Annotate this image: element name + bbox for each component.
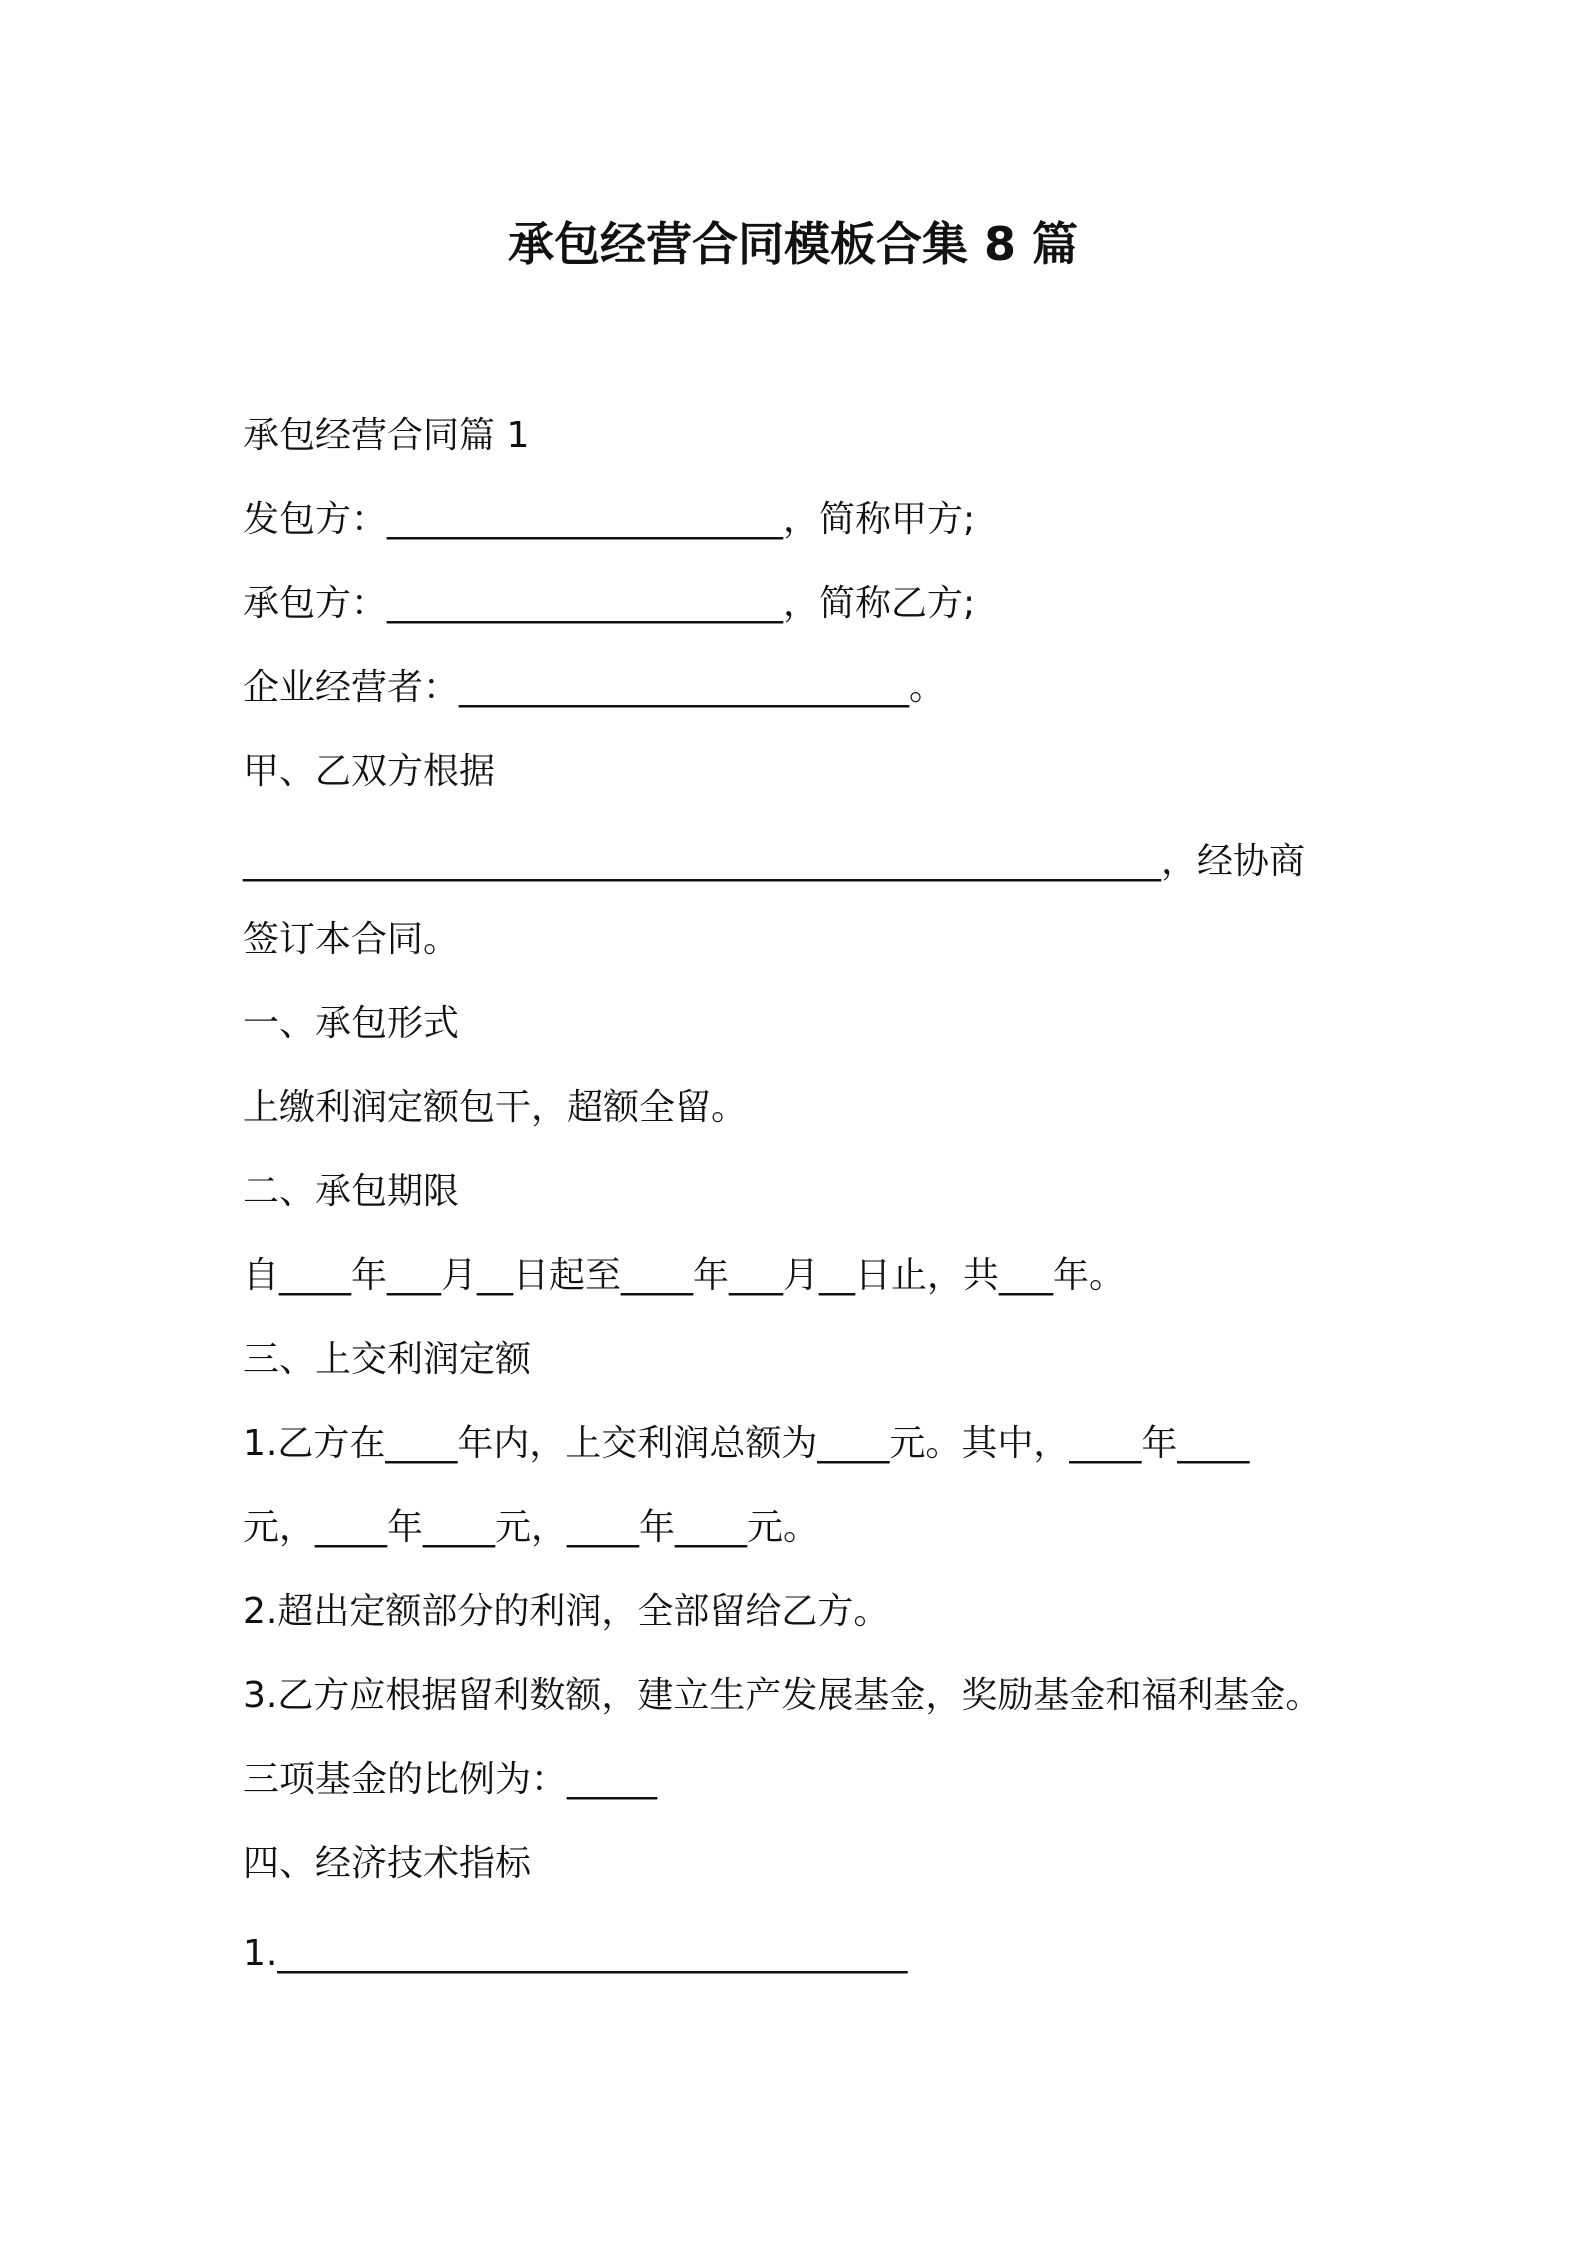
paragraph-line: 甲、乙双方根据 [243,751,496,792]
paragraph-line: 2.超出定额部分的利润，全部留给乙方。 [243,1591,890,1632]
clause-heading: 一、承包形式 [243,1003,460,1044]
section-heading-1: 承包经营合同篇 1 [243,415,530,456]
paragraph-line: 元，____年____元，____年____元。 [243,1507,820,1548]
contracting-party-line: 承包方：______________________，简称乙方; [243,583,976,624]
enterprise-operator-line: 企业经营者：_________________________。 [243,667,946,708]
paragraph-line: 三项基金的比例为：_____ [243,1759,658,1800]
paragraph-line: 签订本合同。 [243,919,460,960]
paragraph-line: ___________________________________________________，经协商 [243,841,1305,882]
clause-heading: 四、经济技术指标 [243,1843,532,1884]
document-title: 承包经营合同模板合集 8 篇 [507,217,1079,271]
paragraph-line: 自____年___月__日起至____年___月__日止，共___年。 [243,1255,1126,1296]
paragraph-line: 1.___________________________________ [243,1933,908,1974]
clause-heading: 三、上交利润定额 [243,1339,532,1380]
paragraph-line: 上缴利润定额包干，超额全留。 [243,1087,748,1128]
paragraph-line: 3.乙方应根据留利数额，建立生产发展基金，奖励基金和福利基金。 [243,1675,1322,1716]
contractor-party-line: 发包方：______________________，简称甲方; [243,499,976,540]
clause-heading: 二、承包期限 [243,1171,460,1212]
paragraph-line: 1.乙方在____年内，上交利润总额为____元。其中，____年____ [243,1423,1250,1464]
